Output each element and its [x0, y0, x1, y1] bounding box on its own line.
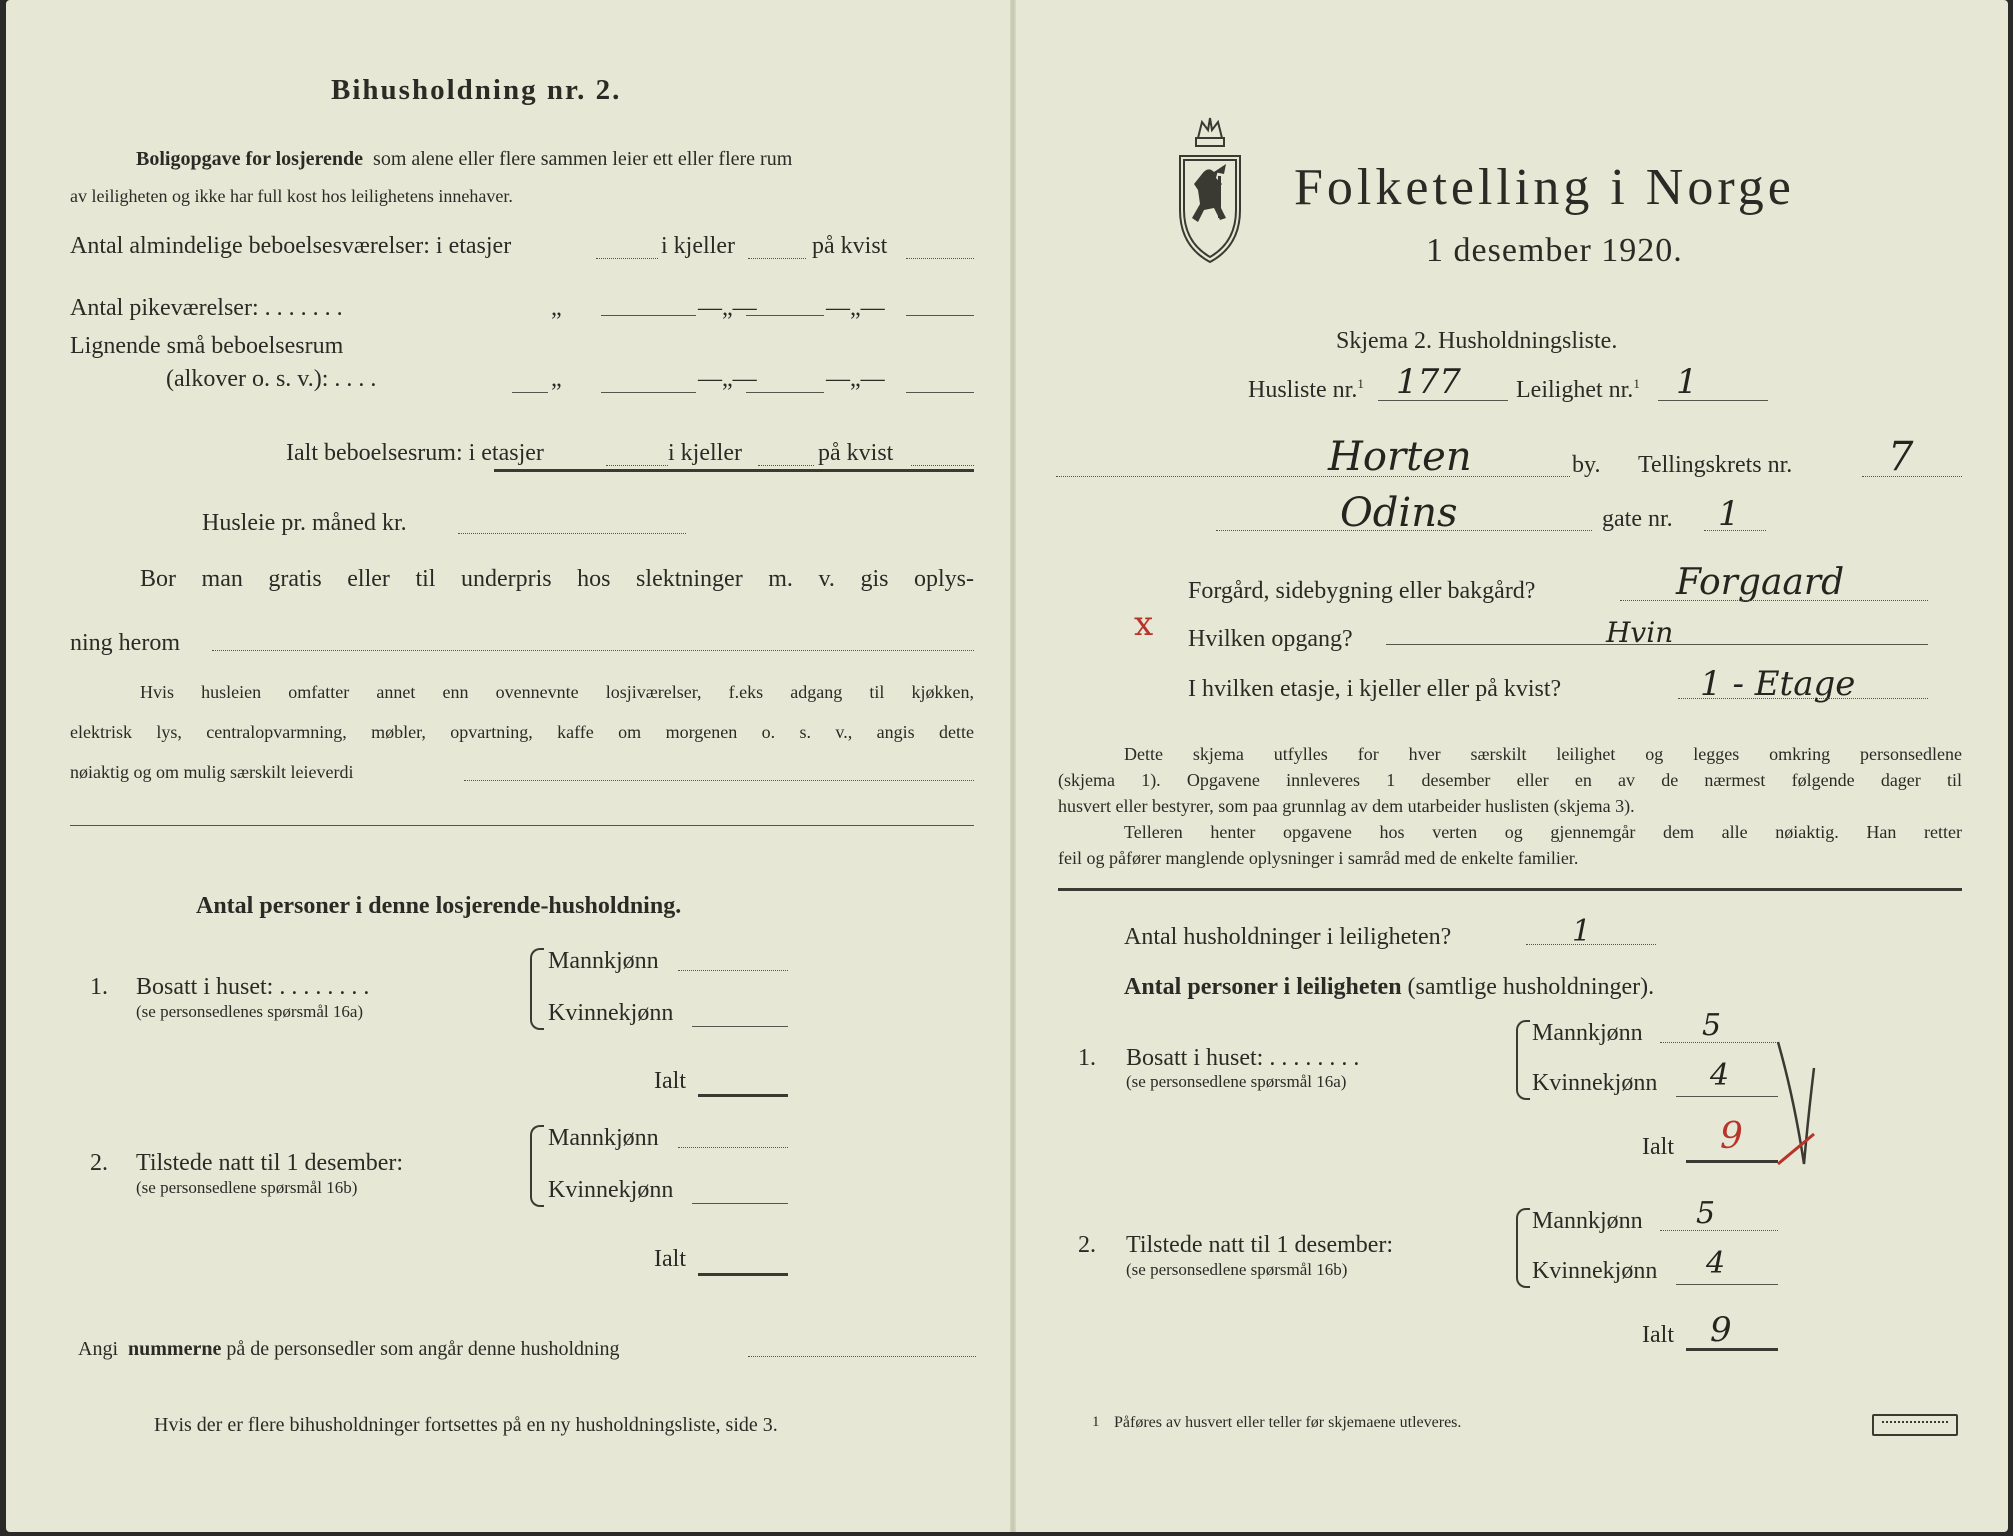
- total-attic-field[interactable]: [911, 465, 974, 466]
- free-rent-field[interactable]: [212, 650, 974, 651]
- left-q1-total-label: Ialt: [654, 1068, 686, 1094]
- entrance-answer: Hvin: [1606, 616, 1674, 649]
- rooms-label: Antal almindelige beboelsesværelser: i etasjer: [70, 233, 512, 259]
- left-q2-brace: [530, 1125, 544, 1207]
- right-q2-total-label: Ialt: [1642, 1322, 1674, 1348]
- street-number-field[interactable]: [1704, 530, 1766, 531]
- instructions-line3: husvert eller bestyrer, som paa grunnlag av dem utarbeider huslisten (skjema 3).: [1058, 796, 1635, 816]
- left-title: Bihusholdning nr. 2.: [331, 74, 622, 106]
- right-q1-num: 1.: [1078, 1045, 1096, 1071]
- check-tick-icon: [1774, 1038, 1824, 1168]
- floor-field[interactable]: [1678, 698, 1928, 699]
- small-rooms-ditto-1: „: [551, 366, 562, 392]
- right-q2-female-label: Kvinnekjønn: [1532, 1258, 1658, 1284]
- city-field[interactable]: [1056, 476, 1570, 477]
- left-q1-label: Bosatt i huset: . . . . . . . .: [136, 974, 370, 1000]
- households-value: 1: [1572, 914, 1592, 949]
- maids-field-3[interactable]: [906, 315, 974, 316]
- entrance-question: Hvilken opgang?: [1188, 626, 1353, 652]
- left-q1-female-field[interactable]: [692, 1026, 788, 1027]
- district-value: 7: [1888, 434, 1914, 480]
- small-rooms-field-3[interactable]: [906, 392, 974, 393]
- maids-ditto-2: —„—: [698, 295, 757, 321]
- small-rooms-ditto-2: —„—: [698, 366, 757, 392]
- rooms-cellar-field[interactable]: [748, 258, 806, 259]
- right-q1-brace: [1516, 1020, 1530, 1100]
- left-q1-total-field[interactable]: [698, 1094, 788, 1097]
- left-q1-brace: [530, 948, 544, 1030]
- right-q1-sub: (se personsedlene spørsmål 16a): [1126, 1072, 1347, 1091]
- yard-question: Forgård, sidebygning eller bakgård?: [1188, 578, 1536, 604]
- left-q1-male-label: Mannkjønn: [548, 948, 659, 974]
- left-footer: Hvis der er flere bihusholdninger fortsettes på en ny husholdningsliste, side 3.: [154, 1414, 778, 1436]
- district-label: Tellingskrets nr.: [1638, 452, 1793, 478]
- huslist-value: 177: [1396, 362, 1461, 402]
- total-cellar-label: i kjeller: [668, 440, 742, 466]
- instructions-line2: (skjema 1). Opgavene innleveres 1 desember eller en av de nærmest følgende dager til: [1058, 770, 1962, 790]
- rooms-attic-field[interactable]: [906, 258, 974, 259]
- left-q2-total-label: Ialt: [654, 1246, 686, 1272]
- left-q1-num: 1.: [90, 974, 108, 1000]
- small-rooms-field-0[interactable]: [512, 392, 548, 393]
- census-form-sheet: [6, 0, 2008, 1532]
- apartment-label: Leilighet nr.$^1$: [1516, 376, 1640, 403]
- left-q2-num: 2.: [90, 1150, 108, 1176]
- right-q2-label: Tilstede natt til 1 desember:: [1126, 1232, 1394, 1258]
- small-rooms-field-1[interactable]: [601, 392, 696, 393]
- right-q1-female-field[interactable]: [1676, 1096, 1778, 1097]
- rent-includes-line2: elektrisk lys, centralopvarmning, møbler, opvartning, kaffe om morgenen o. s. v., angis dette: [70, 722, 974, 742]
- rent-field[interactable]: [458, 533, 686, 534]
- street-field[interactable]: [1216, 530, 1592, 531]
- city-label: by.: [1572, 452, 1601, 478]
- street-label: gate nr.: [1602, 506, 1673, 532]
- right-q2-brace: [1516, 1208, 1530, 1288]
- floor-answer: 1 - Etage: [1700, 664, 1856, 704]
- maids-label: Antal pikeværelser: . . . . . . .: [70, 295, 343, 321]
- rooms-attic-label: på kvist: [812, 233, 888, 259]
- left-q2-female-label: Kvinnekjønn: [548, 1177, 674, 1203]
- total-rooms-underline: [494, 469, 974, 472]
- maids-ditto-3: —„—: [826, 295, 885, 321]
- left-q2-sub: (se personsedlene spørsmål 16b): [136, 1178, 358, 1197]
- rent-includes-line1: Hvis husleien omfatter annet enn ovennevnte losjiværelser, f.eks adgang til kjøkken,: [140, 682, 974, 702]
- households-field[interactable]: [1526, 944, 1656, 945]
- rent-value-field[interactable]: [464, 780, 974, 781]
- households-label: Antal husholdninger i leiligheten?: [1124, 924, 1452, 950]
- total-attic-label: på kvist: [818, 440, 894, 466]
- right-q1-total-label: Ialt: [1642, 1134, 1674, 1160]
- rooms-cellar-label: i kjeller: [661, 233, 735, 259]
- right-q2-female-value: 4: [1706, 1246, 1726, 1281]
- right-q1-label: Bosatt i huset: . . . . . . . .: [1126, 1045, 1360, 1071]
- city-value: Horten: [1328, 434, 1472, 480]
- right-persons-heading: Antal personer i leiligheten (samtlige husholdninger).: [1124, 974, 1655, 1000]
- right-q2-total-value: 9: [1710, 1310, 1732, 1350]
- free-rent-line2: ning herom: [70, 630, 180, 656]
- red-x-mark: x: [1134, 604, 1154, 644]
- small-rooms-ditto-3: —„—: [826, 366, 885, 392]
- coat-of-arms-icon: [1174, 114, 1246, 266]
- district-field[interactable]: [1862, 476, 1962, 477]
- left-q2-female-field[interactable]: [692, 1203, 788, 1204]
- right-q1-female-value: 4: [1710, 1058, 1730, 1093]
- right-q1-male-label: Mannkjønn: [1532, 1020, 1643, 1046]
- rooms-etasjer-field[interactable]: [596, 258, 658, 259]
- printer-stamp: [1872, 1414, 1958, 1436]
- huslist-field[interactable]: [1378, 400, 1508, 401]
- free-rent-line1: Bor man gratis eller til underpris hos slektninger m. v. gis oplys-: [140, 566, 974, 592]
- left-q1-sub: (se personsedlenes spørsmål 16a): [136, 1002, 364, 1021]
- right-q1-male-value: 5: [1702, 1008, 1722, 1043]
- rent-label: Husleie pr. måned kr.: [202, 510, 407, 536]
- footnote-text: Påføres av husvert eller teller før skjemaene utleveres.: [1114, 1414, 1462, 1431]
- maids-field-2[interactable]: [746, 315, 824, 316]
- floor-question: I hvilken etasje, i kjeller eller på kvist?: [1188, 676, 1562, 702]
- person-numbers-label: Angi nummerne på de personsedler som angår denne husholdning: [78, 1338, 620, 1360]
- person-numbers-field[interactable]: [748, 1356, 976, 1357]
- left-q2-total-field[interactable]: [698, 1273, 788, 1276]
- census-date: 1 desember 1920.: [1426, 232, 1683, 269]
- yard-field[interactable]: [1620, 600, 1928, 601]
- apartment-value: 1: [1676, 362, 1698, 402]
- center-fold: [1010, 0, 1016, 1532]
- schema-label: Skjema 2. Husholdningsliste.: [1336, 328, 1618, 354]
- right-q1-total-value: 9: [1720, 1116, 1743, 1157]
- right-q2-male-value: 5: [1696, 1196, 1716, 1231]
- lodger-intro-line2: av leiligheten og ikke har full kost hos leilighetens innehaver.: [70, 186, 513, 206]
- right-q2-male-field[interactable]: [1660, 1230, 1778, 1231]
- right-q2-female-field[interactable]: [1676, 1284, 1778, 1285]
- instructions-line1: Dette skjema utfylles for hver særskilt leilighet og legges omkring personsedlene: [1124, 744, 1962, 764]
- rent-includes-line3: nøiaktig og om mulig særskilt leieverdi: [70, 762, 354, 782]
- left-q2-label: Tilstede natt til 1 desember:: [136, 1150, 404, 1176]
- total-cellar-field[interactable]: [758, 465, 814, 466]
- footnote-marker: 1: [1092, 1414, 1100, 1430]
- maids-ditto-1: „: [551, 295, 562, 321]
- small-rooms-field-2[interactable]: [746, 392, 824, 393]
- apartment-field[interactable]: [1658, 400, 1768, 401]
- street-value: Odins: [1340, 490, 1458, 536]
- right-q2-male-label: Mannkjønn: [1532, 1208, 1643, 1234]
- right-title: Folketelling i Norge: [1294, 159, 1795, 216]
- total-rooms-label: Ialt beboelsesrum: i etasjer: [286, 440, 544, 466]
- left-q2-male-field[interactable]: [678, 1147, 788, 1148]
- left-q1-male-field[interactable]: [678, 970, 788, 971]
- lodger-intro-line1: Boligopgave for losjerende som alene eller flere sammen leier ett eller flere rum: [136, 148, 793, 170]
- huslist-label: Husliste nr.$^1$: [1248, 376, 1364, 403]
- left-q2-male-label: Mannkjønn: [548, 1125, 659, 1151]
- right-q1-male-field[interactable]: [1660, 1042, 1778, 1043]
- right-q2-sub: (se personsedlene spørsmål 16b): [1126, 1260, 1348, 1279]
- right-q1-female-label: Kvinnekjønn: [1532, 1070, 1658, 1096]
- maids-field-1[interactable]: [601, 315, 696, 316]
- small-rooms-label-2: (alkover o. s. v.): . . . .: [166, 366, 377, 392]
- total-etasjer-field[interactable]: [606, 465, 668, 466]
- instructions-line5: feil og påfører manglende oplysninger i samråd med de enkelte familier.: [1058, 848, 1579, 868]
- left-persons-heading: Antal personer i denne losjerende-husholdning.: [196, 893, 682, 919]
- yard-answer: Forgaard: [1676, 562, 1845, 603]
- entrance-field[interactable]: [1386, 644, 1928, 645]
- right-q2-total-field[interactable]: [1686, 1348, 1778, 1351]
- right-q1-total-field[interactable]: [1686, 1160, 1778, 1163]
- instructions-rule: [1058, 888, 1962, 891]
- rent-extra-line[interactable]: [70, 825, 974, 826]
- left-q1-female-label: Kvinnekjønn: [548, 1000, 674, 1026]
- small-rooms-label-1: Lignende små beboelsesrum: [70, 333, 344, 359]
- instructions-line4: Telleren henter opgavene hos verten og gjennemgår dem alle nøiaktig. Han retter: [1124, 822, 1962, 842]
- street-number-value: 1: [1718, 494, 1740, 534]
- right-q2-num: 2.: [1078, 1232, 1096, 1258]
